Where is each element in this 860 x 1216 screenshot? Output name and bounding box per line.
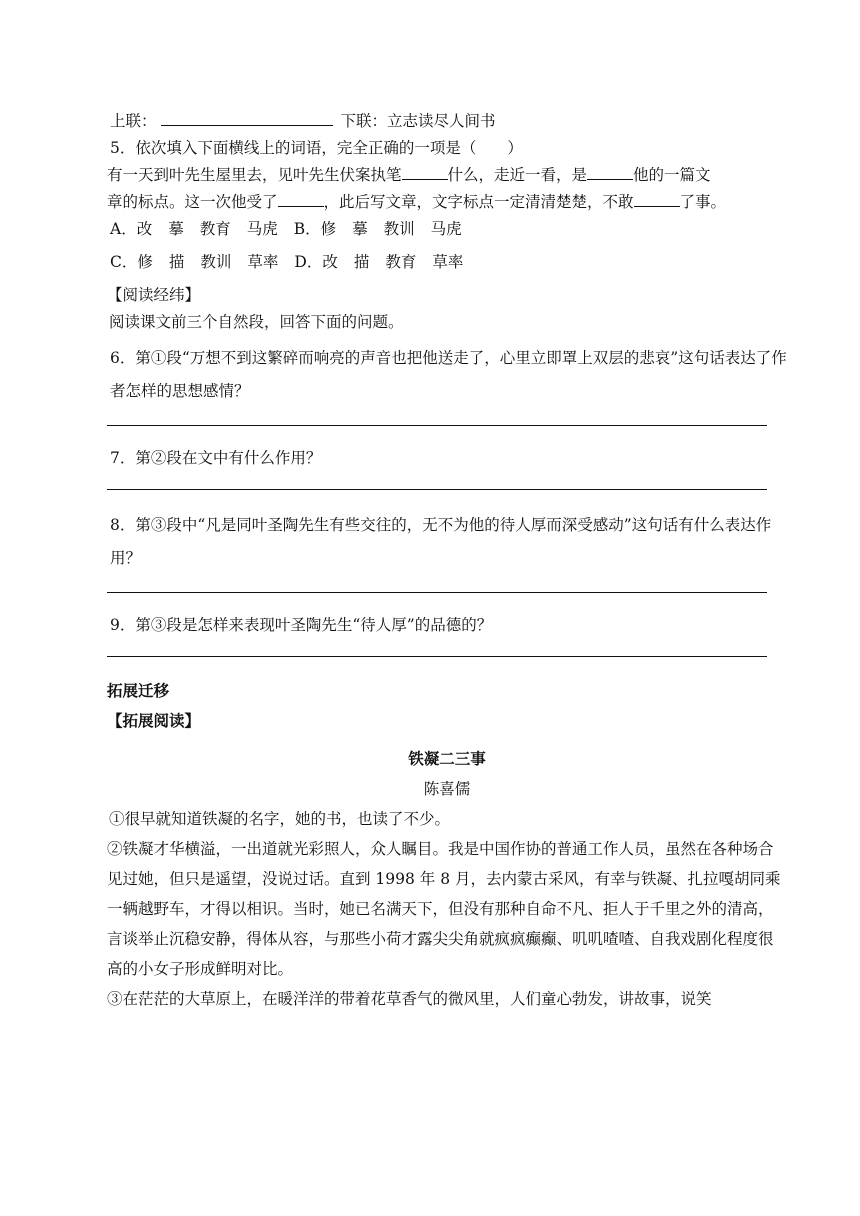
option-d-word-1[interactable]: D．改 (294, 253, 338, 271)
option-c-word-1[interactable]: C．修 (110, 253, 153, 271)
answer-line-q7[interactable] (107, 488, 767, 490)
option-a-word-1[interactable]: A．改 (110, 220, 153, 238)
reading-instruction: 阅读课文前三个自然段，回答下面的问题。 (109, 313, 404, 331)
option-a-word-4: 马虎 (246, 220, 278, 238)
passage-text: 他的一篇文 (633, 166, 711, 184)
question-6: 6．第①段“万想不到这繁碎而响亮的声音也把他送走了，心里立即罩上双层的悲哀”这句话表达了作者怎样的思想感情？ (110, 349, 787, 400)
option-b-word-1[interactable]: B．修 (293, 220, 337, 238)
reading-section-heading: 【阅读经纬】 (107, 286, 201, 304)
article-paragraph-1: ①很早就知道铁凝的名字，她的书，也读了不少。 (109, 810, 451, 828)
question-5-passage-line-2 (107, 189, 787, 216)
option-d-word-3: 教育 (385, 253, 417, 271)
passage-text: 了事。 (679, 193, 727, 211)
extension-section-title: 拓展迁移 (107, 682, 170, 700)
lower-couplet-text: 下联：立志读尽人间书 (340, 112, 496, 130)
passage-text: 什么，走近一看，是 (447, 166, 588, 184)
extension-reading-heading: 【拓展阅读】 (107, 712, 201, 730)
answer-line-q6[interactable] (107, 424, 767, 426)
option-b-word-3: 教训 (383, 220, 415, 238)
passage-text: 章的标点。这一次他受了 (107, 193, 278, 211)
question-7: 7．第②段在文中有什么作用？ (110, 449, 322, 467)
passage-text: 有一天到叶先生屋里去，见叶先生伏案执笔 (107, 166, 402, 184)
option-d-word-4: 草率 (432, 253, 464, 271)
document-content (107, 108, 787, 1014)
option-b-word-4: 马虎 (430, 220, 462, 238)
option-list (110, 216, 478, 243)
question-8: 8．第③段中“凡是同叶圣陶先生有些交往的，无不为他的待人厚而深受感动”这句话有什么表达作用？ (110, 516, 772, 567)
upper-couplet-label: 上联： (110, 112, 157, 130)
question-5-options-row-2 (107, 249, 787, 276)
option-b-word-2: 摹 (352, 220, 368, 238)
option-list (110, 249, 479, 276)
upper-couplet-answer-blank[interactable] (161, 111, 333, 126)
answer-line-q8[interactable] (107, 591, 767, 593)
article-paragraph-2: ②铁凝才华横溢，一出道就光彩照人，众人瞩目。我是中国作协的普通工作人员，虽然在各种场合见过她，但只是遥望，没说过话。直到 1998 年 8 月，去内蒙古采风，有幸与铁凝、扎拉嘎胡同乘一辆越野车，才得以相识。当时，她已名满天下，但没有那种自命不凡、拒人于千里之外的清高，言谈举止沉稳安静，得体从容，与那些小荷才露尖尖角就疯疯癫癫、叽叽喳喳、自我戏剧化程度很高的小女子形成鲜明对比。 (107, 840, 781, 978)
option-a-word-3: 教育 (199, 220, 231, 238)
answer-line-q9[interactable] (107, 655, 767, 657)
option-c-word-4: 草率 (247, 253, 279, 271)
fill-blank-4[interactable] (634, 192, 680, 207)
question-5-stem: 5．依次填入下面横线上的词语，完全正确的一项是（ ） (110, 139, 523, 157)
fill-blank-1[interactable] (402, 165, 448, 180)
article-author: 陈喜儒 (423, 780, 471, 798)
question-9: 9．第③段是怎样来表现叶圣陶先生“待人厚”的品德的？ (110, 616, 493, 634)
question-5-passage-line-1 (107, 162, 787, 189)
fill-blank-2[interactable] (587, 165, 633, 180)
option-a-word-2: 摹 (168, 220, 184, 238)
fill-blank-3[interactable] (278, 192, 324, 207)
passage-text: ，此后写文章，文字标点一定清清楚楚，不敢 (323, 193, 634, 211)
option-c-word-2: 描 (168, 253, 185, 271)
option-c-word-3: 教训 (200, 253, 232, 271)
question-5-options-row-1 (107, 216, 787, 243)
article-title: 铁凝二三事 (408, 750, 486, 768)
article-paragraph-3: ③在茫茫的大草原上，在暖洋洋的带着花草香气的微风里，人们童心勃发，讲故事，说笑 (107, 990, 712, 1008)
option-d-word-2: 描 (353, 253, 370, 271)
couplet-line (107, 108, 787, 135)
